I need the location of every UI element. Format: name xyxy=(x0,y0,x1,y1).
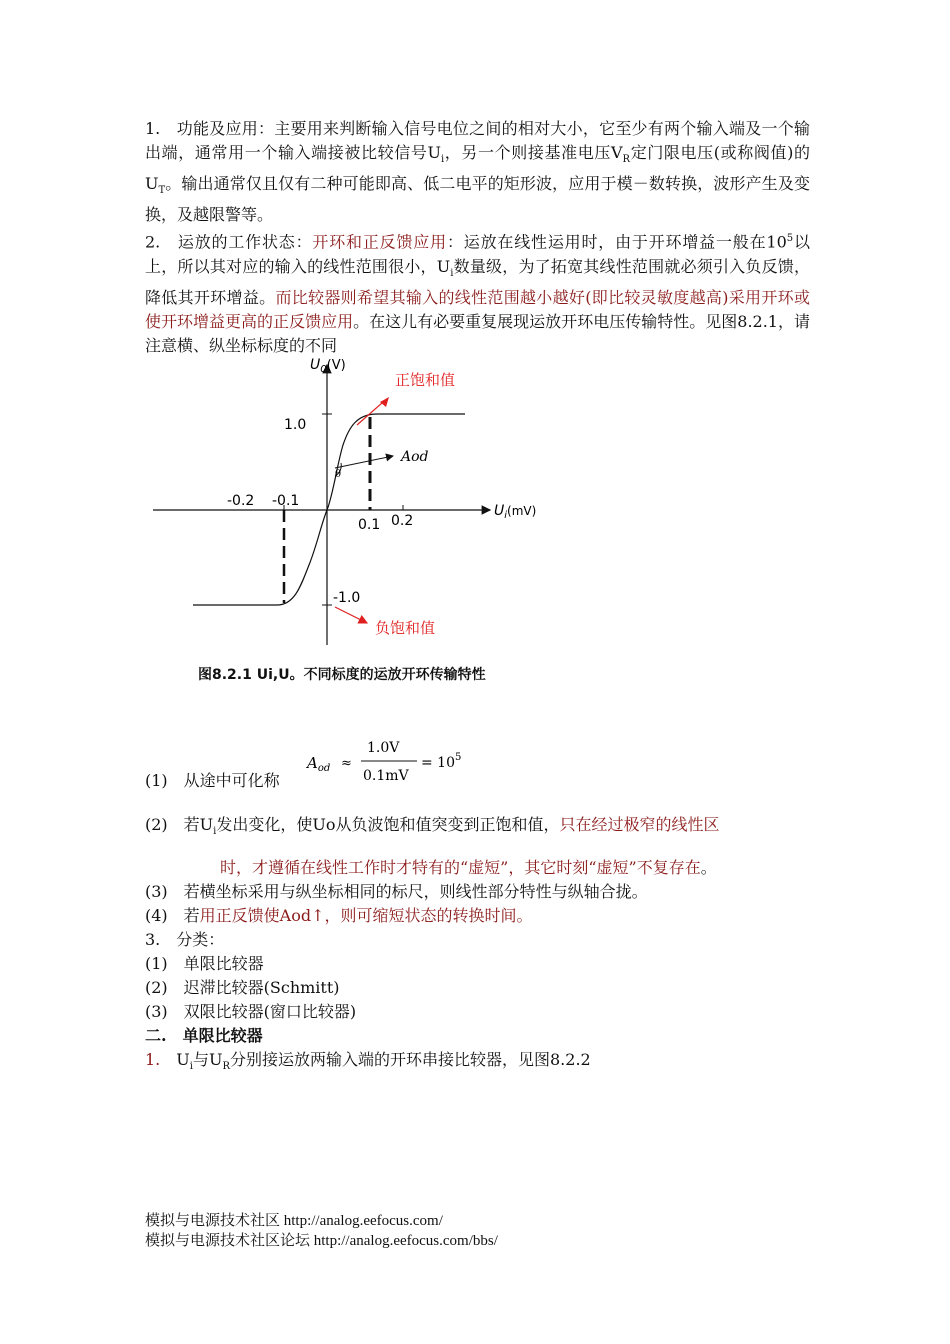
item-3: (3) 若横坐标采用与纵坐标相同的标尺，则线性部分特性与纵轴合拢。 xyxy=(145,882,648,902)
section-heading: 二. 单限比较器 xyxy=(145,1026,263,1046)
text: 2. 运放的工作状态： xyxy=(145,232,313,252)
class-item-3: (3) 双限比较器(窗口比较器) xyxy=(145,1002,357,1022)
subscript: R xyxy=(222,1061,230,1073)
class-item-2: (2) 迟滞比较器(Schmitt) xyxy=(145,978,340,998)
text: (4) 若 xyxy=(145,906,200,926)
formula-row xyxy=(145,730,810,790)
theta-label: θ xyxy=(335,469,342,480)
text: 分别接运放两输入端的开环串接比较器，见图8.2.2 xyxy=(230,1050,591,1070)
paragraph-working-state xyxy=(145,227,810,358)
formula-numerator: 1.0V xyxy=(367,740,400,756)
subscript: i xyxy=(213,826,217,838)
pos-sat-arrowhead xyxy=(380,397,389,407)
superscript: 5 xyxy=(786,233,794,245)
last-item xyxy=(145,1048,810,1079)
item-2 xyxy=(145,813,810,844)
formula-rhs: = $10^5$ xyxy=(421,752,462,771)
gain-formula xyxy=(305,730,465,792)
class-item-1: (1) 单限比较器 xyxy=(145,954,264,974)
subscript: i xyxy=(189,1061,193,1073)
subscript: R xyxy=(622,154,631,166)
text: 与U xyxy=(192,1050,223,1070)
gain-label: Aod xyxy=(401,449,429,465)
text: ：运放在线性运用时，由于开环增益一般在10 xyxy=(446,232,787,252)
item-2-continued xyxy=(145,856,810,880)
y-axis-label: $U_0(V)$ xyxy=(310,357,346,375)
highlight-text: 时，才遵循在线性工作时才特有的“虚短”，其它时刻“虚短”不复存在 xyxy=(220,858,701,878)
page-footer xyxy=(145,1211,498,1251)
highlight-text: 只在经过极窄的线性区 xyxy=(559,815,720,834)
subscript: i xyxy=(450,267,454,279)
footer-line: 模拟与电源技术社区论坛 http://analog.eefocus.com/bbs/ xyxy=(145,1233,498,1249)
paragraph-function xyxy=(145,117,810,227)
text: ，另一个则接基准电压V xyxy=(444,143,623,162)
highlight-text: 而比较器则希望其输入的线性范围越小越好(即比较灵敏度越高)采用开环或使开环增益更高的正反馈应用 xyxy=(145,287,810,331)
section-3-heading: 3. 分类： xyxy=(145,930,225,950)
x-tick-label: 0.2 xyxy=(391,513,414,529)
formula-denominator: 0.1mV xyxy=(363,768,409,784)
gain-arrow xyxy=(335,456,393,468)
neg-sat-pointer xyxy=(335,607,367,623)
lower-section xyxy=(145,813,810,1079)
text: 。在这儿有必要重复展现运放开环电压传输特性。见图8.2.1，请注意横、纵坐标标度的不同 xyxy=(145,311,810,355)
text: 定门限电压(或称阀值)的U xyxy=(145,143,810,194)
x-axis-label: $U_i(mV)$ xyxy=(494,503,537,521)
x-tick-label: 0.1 xyxy=(358,517,381,533)
subscript: T xyxy=(158,185,166,197)
footer-line: 模拟与电源技术社区 http://analog.eefocus.com/ xyxy=(145,1213,443,1229)
text: U xyxy=(160,1050,190,1070)
pos-sat-label: 正饱和值 xyxy=(395,371,456,389)
formula-label: (1) 从途中可化称 xyxy=(145,771,280,790)
text: 。输出通常仅且仅有二种可能即高、低二电平的矩形波，应用于模－数转换，波形产生及变换，及越限警等。 xyxy=(145,174,810,225)
item-number: 1. xyxy=(145,1050,161,1070)
text: 以上，所以其对应的输入的线性范围很小，U xyxy=(145,232,810,276)
highlight-text: 用正反馈使Aod↑，则可缩短状态的转换时间。 xyxy=(199,906,533,926)
x-tick-label: -0.1 xyxy=(272,493,300,509)
x-tick-label: -0.2 xyxy=(227,493,255,509)
subscript: i xyxy=(440,154,445,166)
intro-section xyxy=(145,117,810,358)
text: 发出变化，使Uo从负波饱和值突变到正饱和值， xyxy=(216,815,560,834)
transfer-curve-svg xyxy=(145,345,565,655)
neg-sat-label: 负饱和值 xyxy=(375,619,436,637)
y-tick-label: -1.0 xyxy=(333,590,361,606)
figure-caption: 图8.2.1 Ui,U。不同标度的运放开环传输特性 xyxy=(198,667,486,683)
text: 数量级，为了拓宽其线性范围就必须引入负反馈，降低其开环增益。 xyxy=(145,256,810,307)
text: (2) 若U xyxy=(145,815,214,834)
highlight-text: 开环和正反馈应用 xyxy=(312,232,447,252)
formula-approx: ≈ xyxy=(341,756,352,771)
text: 1. 功能及应用：主要用来判断输入信号电位之间的相对大小，它至少有两个输入端及一个输出端，通常用一个输入端接被比较信号U xyxy=(145,119,810,162)
transfer-characteristic-figure xyxy=(145,345,565,685)
formula-lhs: $A_{od}$ xyxy=(307,754,331,774)
text: 。 xyxy=(700,858,717,878)
item-4 xyxy=(145,904,810,928)
y-tick-label: 1.0 xyxy=(284,417,307,433)
